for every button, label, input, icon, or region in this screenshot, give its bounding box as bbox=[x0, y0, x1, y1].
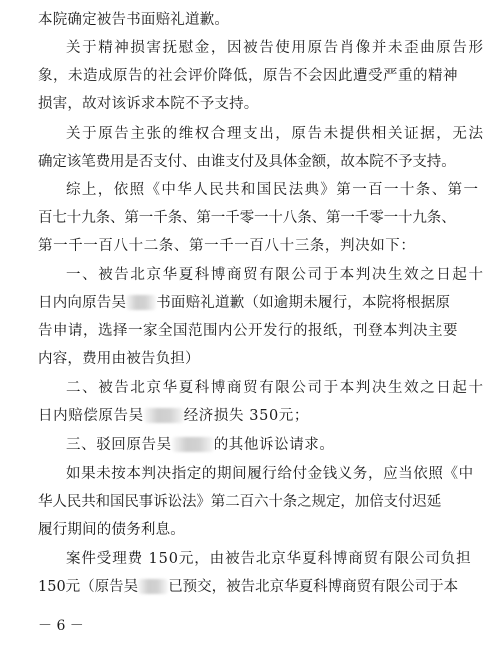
text-segment: 内容，费用由被告负担） bbox=[38, 351, 200, 367]
body-text-line bbox=[66, 124, 485, 144]
text-segment: 150元（原告吴 bbox=[38, 579, 139, 595]
text-segment: 本院确定被告书面赔礼道歉。 bbox=[38, 12, 230, 28]
body-text-line bbox=[38, 349, 200, 369]
body-text-line bbox=[38, 520, 185, 540]
text-segment: 关于精神损害抚慰金，因被告使用原告肖像并未歪曲原告形 bbox=[66, 40, 485, 56]
text-segment: 的其他诉讼请求。 bbox=[213, 437, 335, 453]
body-text-line bbox=[38, 10, 229, 30]
text-segment: 案件受理费 150元，由被告北京华夏科博商贸有限公司负担 bbox=[66, 551, 472, 567]
text-segment: 损害，故对该诉求本院不予支持。 bbox=[38, 96, 259, 112]
body-text-line bbox=[66, 265, 485, 285]
page-number-label: － 6 － bbox=[38, 618, 84, 634]
text-segment: 华人民共和国民事诉讼法》第二百六十条之规定，加倍支付迟延 bbox=[38, 494, 442, 510]
redaction-mark bbox=[172, 437, 214, 452]
text-segment: 综上，依照《中华人民共和国民法典》第一百一十条、第一 bbox=[66, 182, 480, 198]
text-segment: 关于原告主张的维权合理支出，原告未提供相关证据，无法 bbox=[66, 126, 485, 142]
body-text-line bbox=[66, 549, 471, 569]
body-text-line bbox=[66, 435, 335, 455]
text-segment: 二、被告北京华夏科博商贸有限公司于本判决生效之日起十 bbox=[66, 380, 485, 396]
text-segment: 经济损失 350元； bbox=[183, 408, 309, 424]
body-text-line bbox=[66, 378, 485, 398]
body-text-line bbox=[38, 208, 456, 228]
body-text-line bbox=[38, 577, 458, 597]
text-segment: 告申请，选择一家全国范围内公开发行的报纸，刊登本判决主要 bbox=[38, 323, 458, 339]
body-text-line bbox=[38, 492, 441, 512]
text-segment: 第一千一百八十二条、第一千一百八十三条，判决如下： bbox=[38, 238, 416, 254]
body-text-line bbox=[66, 38, 485, 58]
text-segment: 日内赔偿原告吴 bbox=[38, 408, 144, 424]
body-text-line bbox=[38, 94, 259, 114]
text-segment: 百七十九条、第一千条、第一千零一十八条、第一千零一十九条、 bbox=[38, 210, 456, 226]
text-segment: 已预交，被告北京华夏科博商贸有限公司于本 bbox=[168, 579, 459, 595]
body-text-line bbox=[66, 464, 474, 484]
text-segment: 一、被告北京华夏科博商贸有限公司于本判决生效之日起十 bbox=[66, 267, 485, 283]
body-text-line bbox=[66, 180, 479, 200]
body-text-line bbox=[38, 406, 309, 426]
text-segment: 三、驳回原告吴 bbox=[66, 437, 172, 453]
body-text-line bbox=[38, 293, 450, 313]
redaction-mark bbox=[126, 295, 156, 310]
redaction-mark bbox=[144, 408, 184, 423]
text-segment: 日内向原告吴 bbox=[38, 295, 127, 311]
redaction-mark bbox=[138, 579, 168, 594]
text-segment: 履行期间的债务利息。 bbox=[38, 522, 185, 538]
body-text-line bbox=[38, 321, 458, 341]
body-text-line bbox=[38, 152, 456, 172]
body-text-line bbox=[38, 236, 416, 256]
text-segment: 象，未造成原告的社会评价降低，原告不会因此遭受严重的精神 bbox=[38, 68, 458, 84]
text-segment: 书面赔礼道歉（如逾期未履行，本院将根据原 bbox=[156, 295, 451, 311]
text-segment: 确定该笔费用是否支付、由谁支付及具体金额，故本院不予支持。 bbox=[38, 154, 456, 170]
text-segment: 如果未按本判决指定的期间履行给付金钱义务，应当依照《中 bbox=[66, 466, 474, 482]
body-text-line bbox=[38, 66, 458, 86]
